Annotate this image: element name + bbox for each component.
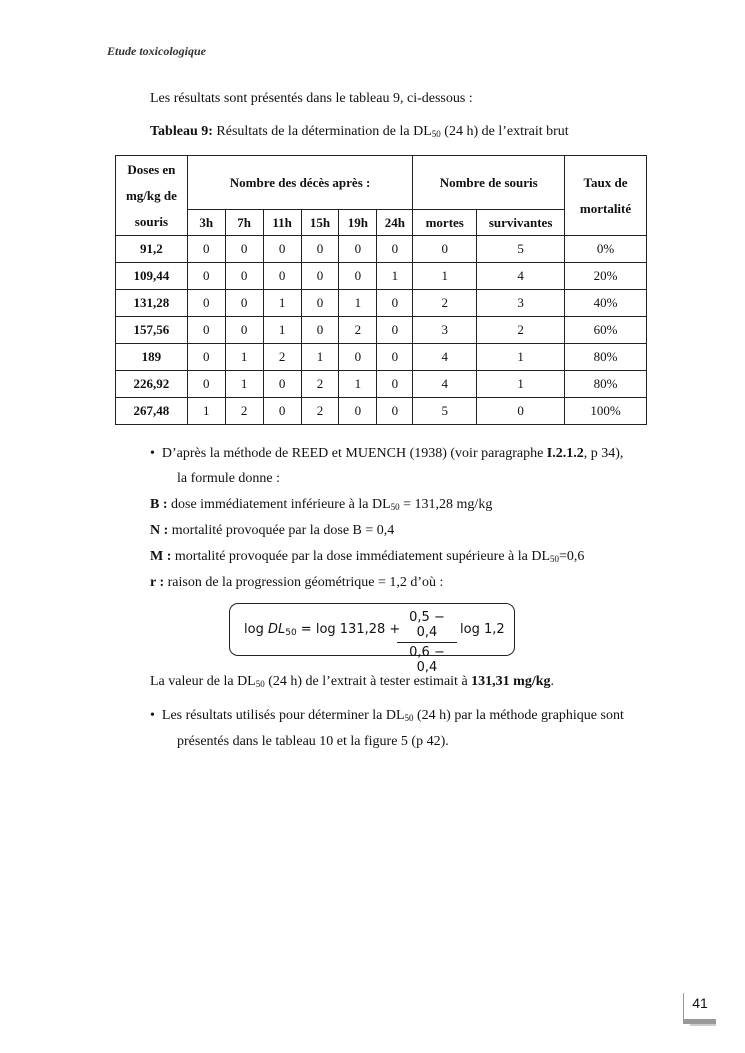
table-cell: 60%: [565, 317, 647, 344]
table-cell: 0: [377, 236, 413, 263]
table-row: [116, 398, 647, 425]
caption-sub: 50: [431, 129, 441, 139]
table-cell: 1: [225, 371, 263, 398]
table-cell: 0: [187, 236, 225, 263]
header-hour: 7h: [225, 210, 263, 236]
bullet-dot: •: [150, 446, 162, 461]
table-cell: 0: [187, 371, 225, 398]
dose-cell: 91,2: [116, 236, 188, 263]
header-hour: 11h: [263, 210, 301, 236]
bullet-1: [150, 445, 623, 463]
table-cell: 0: [225, 290, 263, 317]
dose-cell: 131,28: [116, 290, 188, 317]
page-number-bar-shadow: [690, 1024, 716, 1026]
formula-fraction: [397, 610, 457, 675]
table-cell: 0: [187, 263, 225, 290]
table-cell: 0: [263, 263, 301, 290]
table-cell: 1: [339, 290, 377, 317]
table-cell: 4: [477, 263, 565, 290]
table-cell: 1: [187, 398, 225, 425]
table-row: [116, 371, 647, 398]
formula-box: [229, 603, 515, 675]
table-cell: 0: [263, 236, 301, 263]
table-cell: 3: [413, 317, 477, 344]
bullet-1-text: D’après la méthode de REED et MUENCH (1938) (voir paragraphe: [161, 446, 547, 461]
table-cell: 40%: [565, 290, 647, 317]
table-cell: 1: [477, 371, 565, 398]
result-text: La valeur de la $DL_{50}$ (24 h) de l’extrait à tester estimait à 131,31 mg/kg.: [150, 674, 554, 689]
table-cell: 0: [187, 344, 225, 371]
caption-text-a: Résultats de la détermination de la DL: [212, 124, 432, 139]
table-row: [116, 263, 647, 290]
table-cell: 4: [413, 371, 477, 398]
dose-cell: 109,44: [116, 263, 188, 290]
table-cell: 0: [263, 398, 301, 425]
table-cell: 0: [301, 236, 339, 263]
header-hour: 3h: [187, 210, 225, 236]
header-mortes: mortes: [413, 210, 477, 236]
table-cell: 1: [263, 290, 301, 317]
dose-cell: 226,92: [116, 371, 188, 398]
table-cell: 0: [339, 236, 377, 263]
table-row: [116, 236, 647, 263]
table-cell: 0: [187, 317, 225, 344]
caption-text-b: (24 h) de l’extrait brut: [440, 124, 569, 139]
bullet-2-line2: présentés dans le tableau 10 et la figure 5 (p 42).: [177, 734, 449, 749]
table-cell: 5: [477, 236, 565, 263]
intro-text: Les résultats sont présentés dans le tableau 9, ci-dessous :: [150, 91, 473, 106]
running-header: Etude toxicologique: [107, 44, 206, 58]
table-cell: 0: [225, 263, 263, 290]
bullet-1-text-b: , p 34),: [583, 446, 624, 461]
results-table: [115, 155, 647, 425]
table-cell: 0: [301, 263, 339, 290]
result-value: 131,31 mg/kg: [471, 674, 551, 689]
table-cell: 0: [301, 317, 339, 344]
table-caption: [150, 123, 569, 141]
formula-rhs: log 1,2: [460, 622, 505, 637]
table-cell: 0: [263, 371, 301, 398]
table-cell: 1: [339, 371, 377, 398]
table-cell: 2: [339, 317, 377, 344]
table-cell: 0%: [565, 236, 647, 263]
table-cell: 0: [339, 344, 377, 371]
dose-cell: 189: [116, 344, 188, 371]
header-hour: 19h: [339, 210, 377, 236]
table-cell: 5: [413, 398, 477, 425]
bullet-1-line2: la formule donne :: [177, 471, 281, 486]
table-cell: 0: [225, 236, 263, 263]
page-number-rule: [683, 993, 684, 1019]
table-cell: 0: [339, 398, 377, 425]
table-cell: 80%: [565, 371, 647, 398]
def-N: N : mortalité provoquée par la dose B = 0,4: [150, 523, 395, 538]
table-cell: 0: [301, 290, 339, 317]
table-cell: 1: [477, 344, 565, 371]
header-hour: 15h: [301, 210, 339, 236]
table-cell: 2: [413, 290, 477, 317]
def-B: B : dose immédiatement inférieure à la $DL_{50} = 131,28$ mg/kg: [150, 497, 493, 512]
header-deces: Nombre des décès après :: [187, 156, 412, 210]
bullet-2: • Les résultats utilisés pour déterminer la $DL_{50}$ (24 h) par la méthode graphique sont: [150, 708, 624, 723]
dose-cell: 267,48: [116, 398, 188, 425]
table-cell: 0: [377, 398, 413, 425]
table-cell: 0: [377, 290, 413, 317]
table-row: [116, 344, 647, 371]
table-cell: 1: [413, 263, 477, 290]
table-cell: 3: [477, 290, 565, 317]
table-cell: 4: [413, 344, 477, 371]
table-cell: 2: [225, 398, 263, 425]
table-cell: 0: [477, 398, 565, 425]
formula-lhs: $\log DL_{50} = \log 131,28$ +: [244, 622, 401, 638]
table-cell: 0: [377, 317, 413, 344]
page-number: 41: [692, 995, 708, 1011]
header-doses: Doses en mg/kg de souris: [116, 156, 188, 236]
table-cell: 100%: [565, 398, 647, 425]
formula-numerator: 0,5 − 0,4: [397, 610, 457, 643]
table-row: [116, 290, 647, 317]
table-cell: 1: [377, 263, 413, 290]
def-r: r : raison de la progression géométrique = 1,2 d’où :: [150, 575, 444, 590]
table-cell: 1: [301, 344, 339, 371]
header-taux: Taux de mortalité: [565, 156, 647, 236]
table-cell: 2: [263, 344, 301, 371]
table-cell: 2: [301, 398, 339, 425]
formula-denominator: 0,6 − 0,4: [409, 645, 445, 675]
table-row: [116, 317, 647, 344]
header-survivantes: survivantes: [477, 210, 565, 236]
table-cell: 20%: [565, 263, 647, 290]
table-cell: 1: [263, 317, 301, 344]
table-cell: 80%: [565, 344, 647, 371]
table-cell: 2: [477, 317, 565, 344]
table-cell: 0: [225, 317, 263, 344]
header-nombre-souris: Nombre de souris: [413, 156, 565, 210]
bullet-dot: •: [150, 708, 162, 723]
table-cell: 0: [377, 371, 413, 398]
caption-label: Tableau 9:: [150, 124, 213, 139]
table-cell: 0: [377, 344, 413, 371]
table-cell: 0: [413, 236, 477, 263]
dose-cell: 157,56: [116, 317, 188, 344]
header-hour: 24h: [377, 210, 413, 236]
def-M: M : mortalité provoquée par la dose immédiatement supérieure à la $DL_{50}=0,6$: [150, 549, 585, 564]
table-cell: 0: [187, 290, 225, 317]
table-cell: 2: [301, 371, 339, 398]
bullet-1-ref: I.2.1.2: [546, 446, 584, 461]
table-cell: 1: [225, 344, 263, 371]
table-cell: 0: [339, 263, 377, 290]
